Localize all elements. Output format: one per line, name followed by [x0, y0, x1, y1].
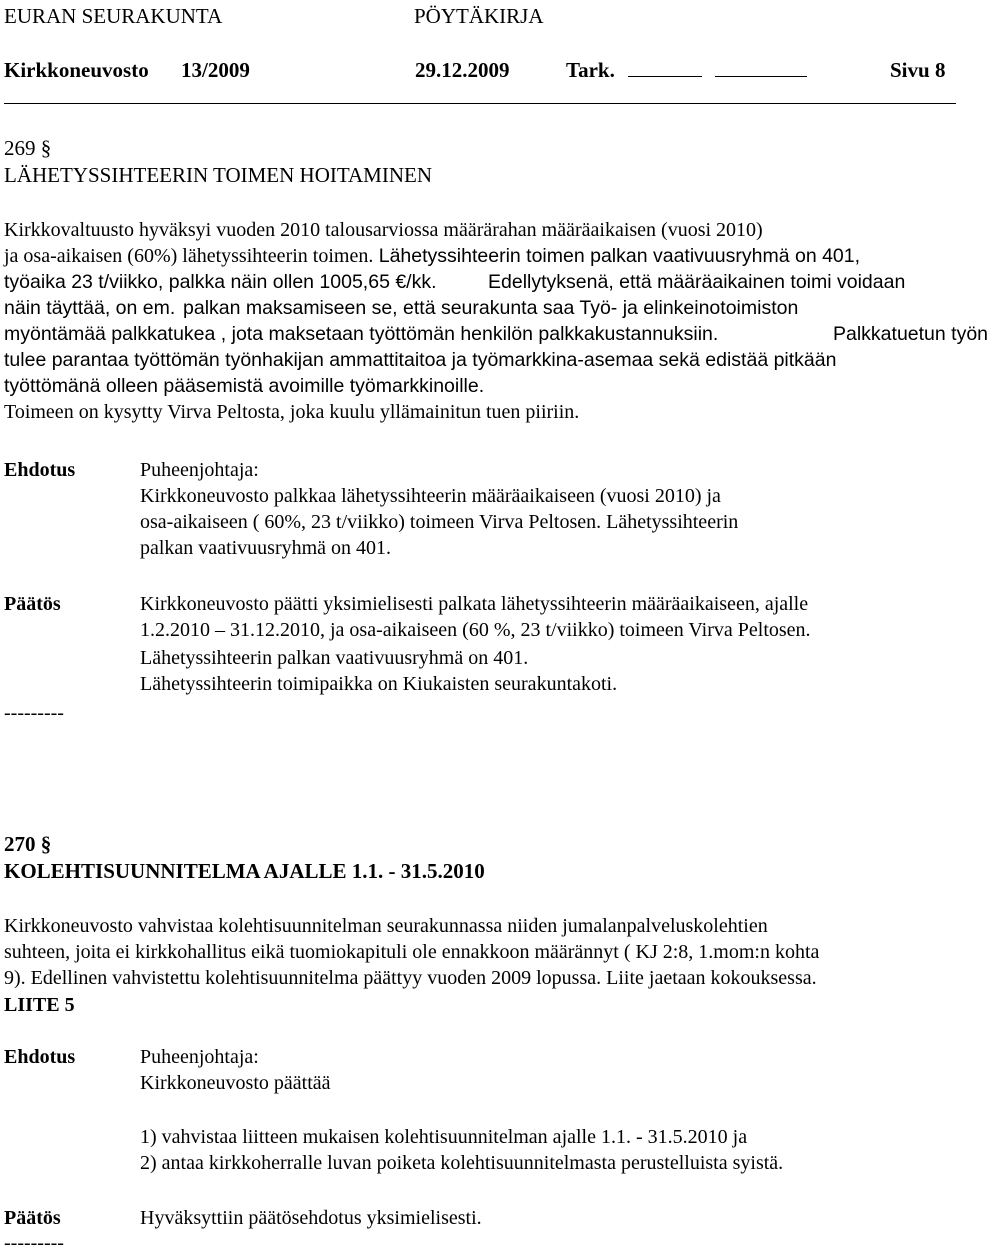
meeting-body: Kirkkoneuvosto [4, 58, 149, 82]
meeting-date: 29.12.2009 [415, 58, 510, 82]
body-line: myöntämää palkkatukea , jota maksetaan työttömän henkilön palkkakustannuksiin. [4, 323, 719, 345]
body-line: näin täyttää, on em. [4, 297, 176, 319]
body-line: palkan maksamiseen se, että seurakunta saa Työ- ja elinkeinotoimiston [183, 297, 799, 319]
org-name: EURAN SEURAKUNTA [4, 4, 223, 28]
item-separator: --------- [4, 702, 64, 724]
check-signature-line-1 [628, 58, 702, 77]
body-line: 9). Edellinen vahvistettu kolehtisuunnitelma päättyy vuoden 2009 lopussa. Liite jaetaan kokouksessa. [4, 967, 817, 989]
proposal-list-item: 1) vahvistaa liitteen mukaisen kolehtisuunnitelman ajalle 1.1. - 31.5.2010 ja [140, 1126, 748, 1148]
check-label [566, 57, 807, 83]
check-label-text: Tark. [566, 58, 615, 82]
body-line: Toimeen on kysytty Virva Peltosta, joka kuulu yllämainitun tuen piiriin. [4, 401, 580, 423]
attachment-ref: LIITE 5 [4, 994, 75, 1016]
decision-label: Päätös [4, 593, 61, 615]
proposal-list-item: 2) antaa kirkkoherralle luvan poiketa kolehtisuunnitelmasta perustelluista syistä. [140, 1152, 784, 1174]
body-line: suhteen, joita ei kirkkohallitus eikä tuomiokapituli ole ennakkoon määrännyt ( KJ 2:8, 1.mom:n kohta [4, 941, 820, 963]
proposal-line: osa-aikaiseen ( 60%, 23 t/viikko) toimeen Virva Peltosen. Lähetyssihteerin [140, 511, 739, 533]
proposer: Puheenjohtaja: [140, 1046, 259, 1068]
decision-label: Päätös [4, 1207, 61, 1229]
body-line: Edellytyksenä, että määräaikainen toimi voidaan [488, 271, 906, 293]
body-text: Lähetyssihteerin toimen palkan vaativuusryhmä on 401, [373, 245, 861, 267]
proposal-line: Kirkkoneuvosto palkkaa lähetyssihteerin määräaikaiseen (vuosi 2010) ja [140, 485, 721, 507]
item-number: 269 § [4, 136, 52, 160]
body-line: Kirkkoneuvosto vahvistaa kolehtisuunnitelman seurakunnassa niiden jumalanpalveluskolehtien [4, 915, 768, 937]
body-line: työttömänä olleen pääsemistä avoimille työmarkkinoille. [4, 375, 485, 397]
body-line: Kirkkovaltuusto hyväksyi vuoden 2010 talousarviossa määrärahan määräaikaisen (vuosi 2010) [4, 219, 763, 241]
meeting-number: 13/2009 [181, 58, 250, 82]
document-type: PÖYTÄKIRJA [414, 4, 544, 28]
decision-line: Lähetyssihteerin toimipaikka on Kiukaisten seurakuntakoti. [140, 673, 618, 695]
proposer: Puheenjohtaja: [140, 459, 259, 481]
check-signature-line-2 [715, 58, 807, 77]
decision-line: Lähetyssihteerin palkan vaativuusryhmä on 401. [140, 647, 529, 669]
proposal-intro: Kirkkoneuvosto päättää [140, 1072, 331, 1094]
item-number: 270 § [4, 832, 52, 856]
item-title: LÄHETYSSIHTEERIN TOIMEN HOITAMINEN [4, 163, 432, 187]
proposal-label: Ehdotus [4, 459, 76, 481]
item-separator: --------- [4, 1232, 64, 1254]
decision-line: Kirkkoneuvosto päätti yksimielisesti palkata lähetyssihteerin määräaikaiseen, ajalle [140, 593, 809, 615]
decision-line: 1.2.2010 – 31.12.2010, ja osa-aikaiseen (60 %, 23 t/viikko) toimeen Virva Peltosen. [140, 619, 811, 641]
decision-text: Hyväksyttiin päätösehdotus yksimielisesti. [140, 1207, 482, 1229]
page-number: Sivu 8 [890, 58, 946, 82]
proposal-label: Ehdotus [4, 1046, 76, 1068]
body-line: tulee parantaa työttömän työnhakijan ammattitaitoa ja työmarkkina-asemaa sekä edistää pitkään [4, 349, 837, 371]
item-title: KOLEHTISUUNNITELMA AJALLE 1.1. - 31.5.2010 [4, 859, 485, 883]
header-divider [4, 103, 956, 104]
body-line-mixed [4, 243, 860, 269]
body-line: työaika 23 t/viikko, palkka näin ollen 1005,65 €/kk. [4, 271, 437, 293]
body-line: Palkkatuetun työn [833, 323, 988, 345]
body-text: ja osa-aikaisen (60%) lähetyssihteerin toimen. [4, 245, 374, 267]
proposal-line: palkan vaativuusryhmä on 401. [140, 537, 392, 559]
